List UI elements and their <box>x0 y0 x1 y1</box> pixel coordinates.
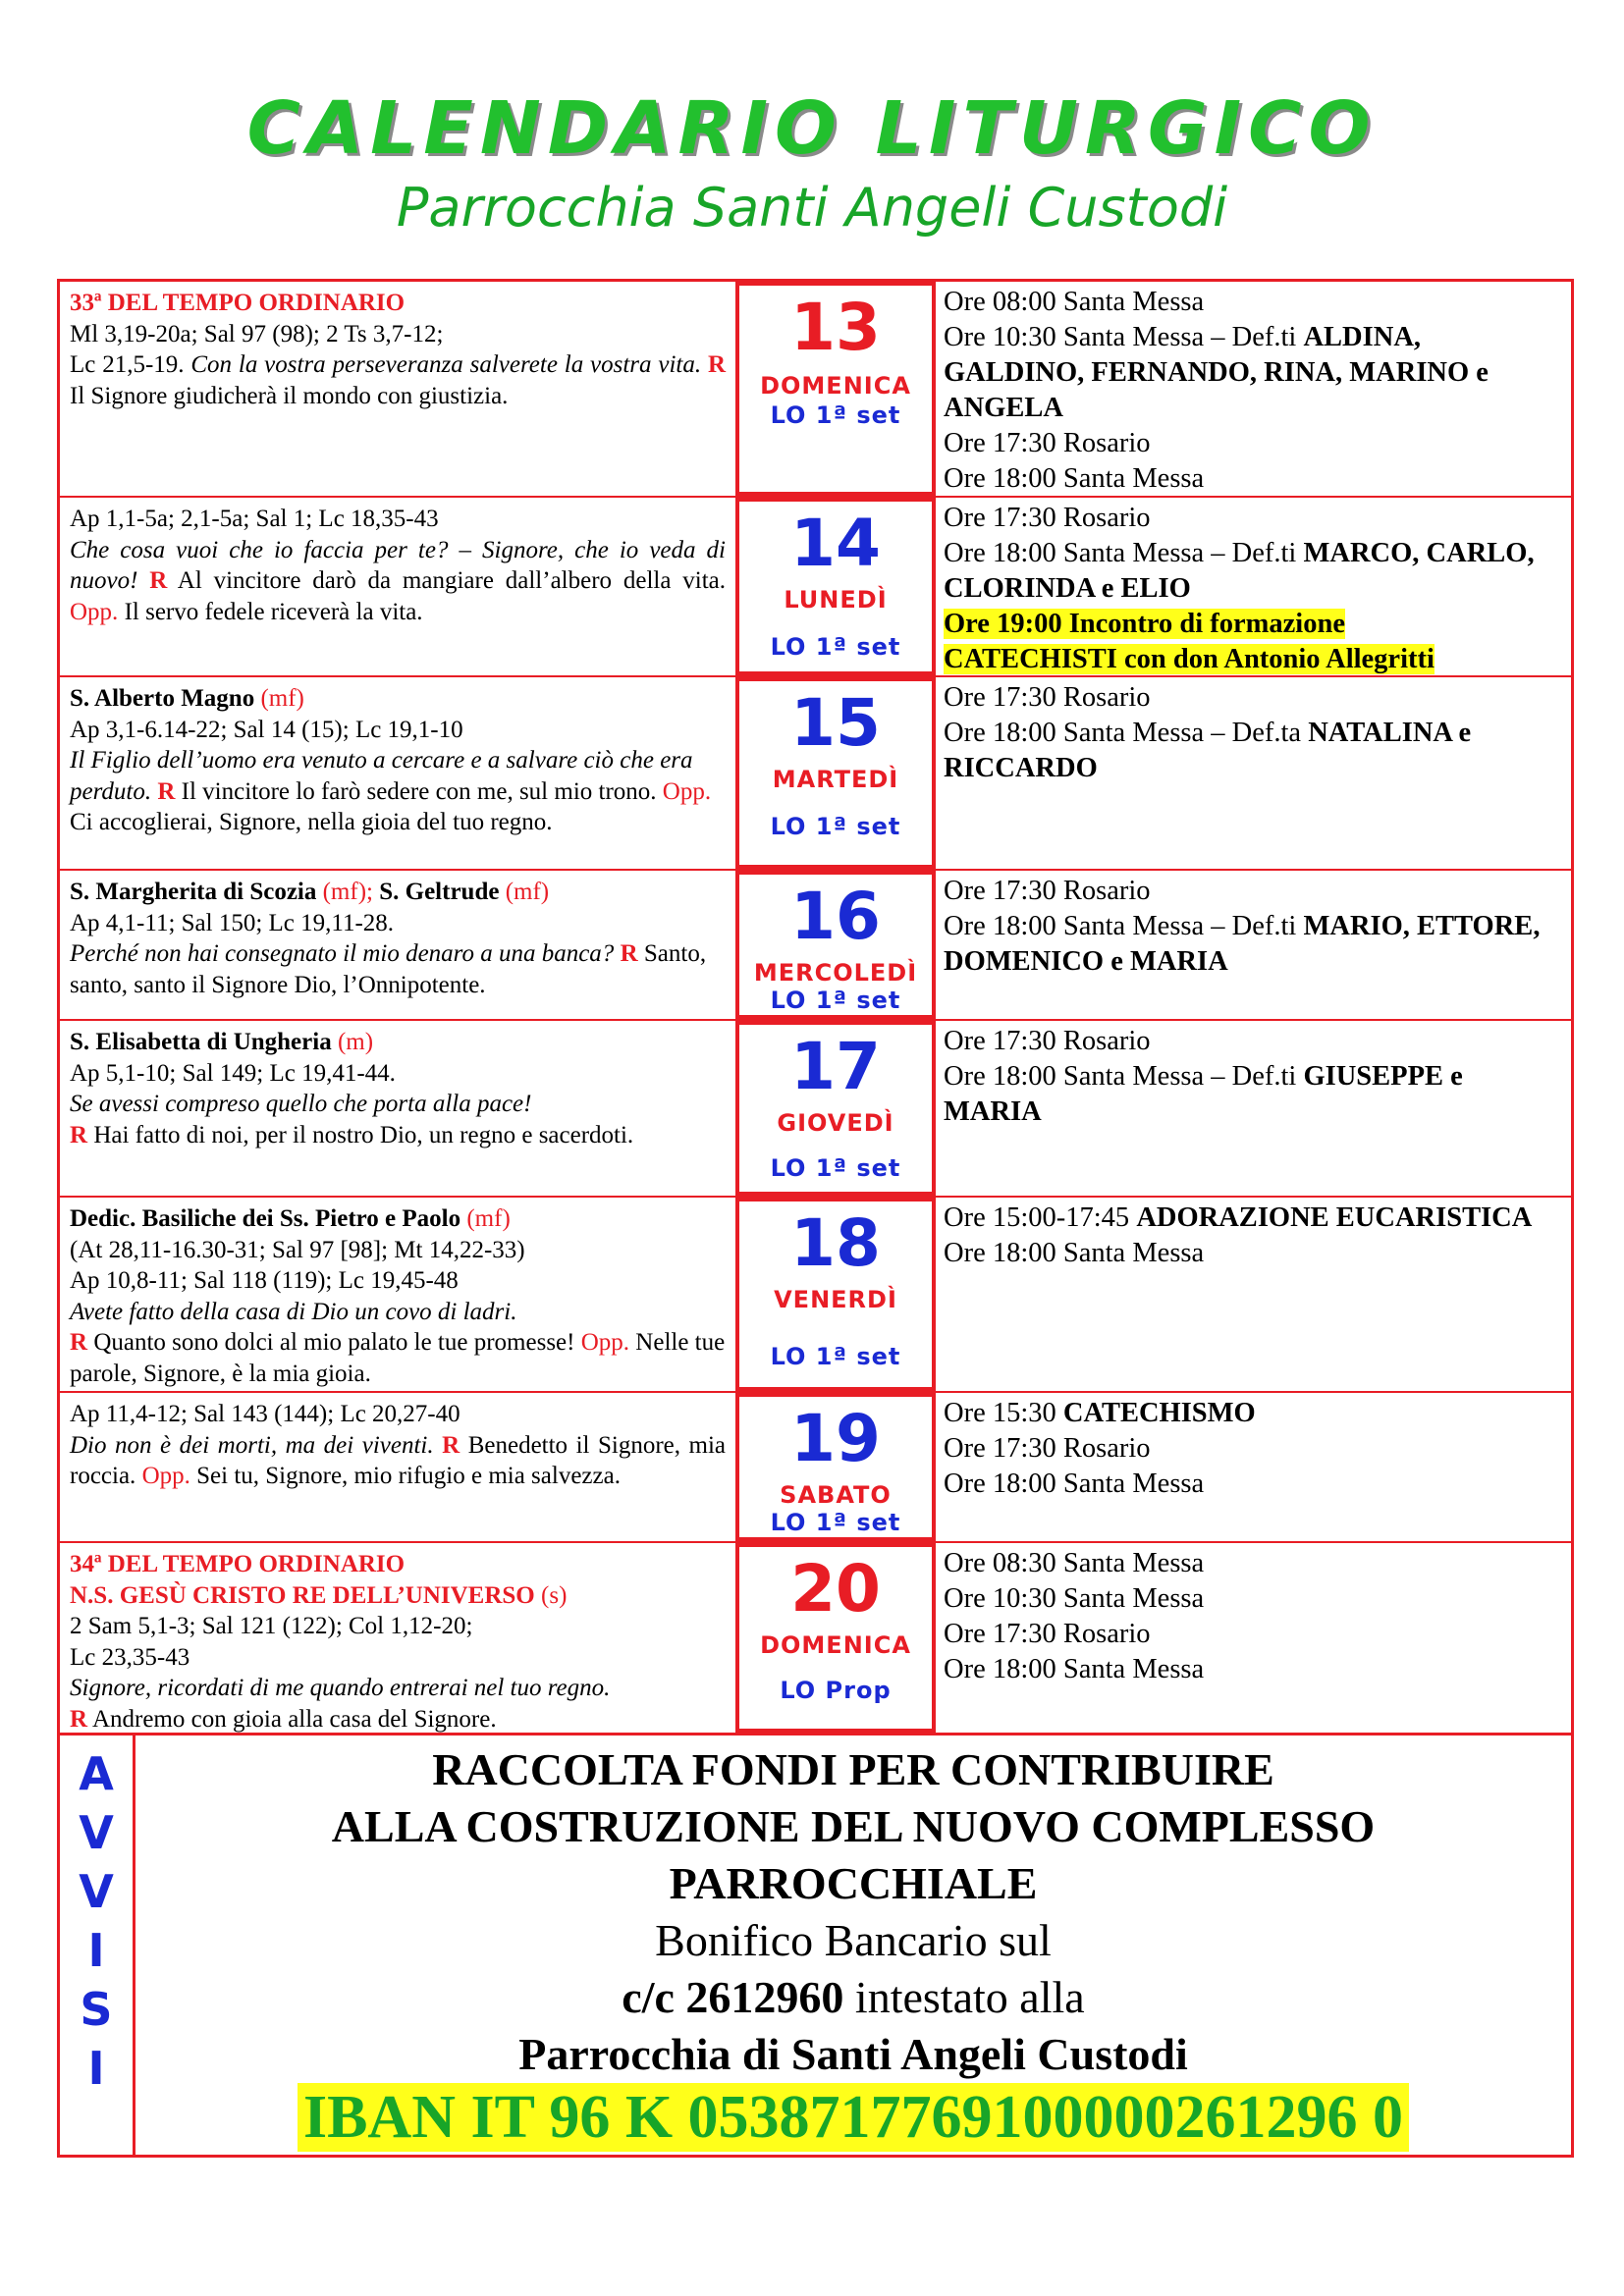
event: Ore 17:30 Rosario <box>944 1026 1151 1056</box>
liturgy-of-hours: LO 1ª set <box>770 987 901 1014</box>
day-row-13 <box>60 282 1571 496</box>
event: Ore 18:00 Santa Messa – Def.ti MARCO, CARLO, CLORINDA e ELIO <box>944 538 1535 604</box>
response-marker: R <box>149 567 168 594</box>
avvisi-letter: S <box>80 1983 113 2036</box>
liturgical-title: 33ª DEL TEMPO ORDINARIO <box>70 290 406 316</box>
events-cell <box>936 282 1571 496</box>
date-cell <box>735 282 936 496</box>
day-number: 13 <box>790 290 881 365</box>
opp-marker: Opp. <box>662 777 712 805</box>
notice-line: Parrocchia di Santi Angeli Custodi <box>518 2029 1188 2079</box>
notice-line: ALLA COSTRUZIONE DEL NUOVO COMPLESSO <box>331 1801 1376 1851</box>
response: Il Signore giudicherà il mondo con giustizia. <box>70 382 509 409</box>
event: Ore 15:00-17:45 ADORAZIONE EUCARISTICA <box>944 1202 1533 1233</box>
readings: Ap 3,1-6.14-22; Sal 14 (15); Lc 19,1-10 <box>70 716 463 743</box>
event: Ore 08:30 Santa Messa <box>944 1548 1205 1578</box>
event-highlight: CATECHISTI con don Antonio Allegritti <box>944 644 1435 674</box>
opp-response: Nelle tue parole, Signore, è la mia gioia. <box>70 1329 726 1387</box>
notice-line: Bonifico Bancario sul <box>655 1915 1052 1965</box>
event: Ore 08:00 Santa Messa <box>944 287 1205 317</box>
liturgical-calendar <box>57 279 1574 1735</box>
liturgy-cell <box>60 1021 735 1196</box>
day-row-20 <box>60 1541 1571 1733</box>
liturgy-of-hours: LO Prop <box>780 1677 892 1704</box>
events-cell <box>936 1543 1571 1733</box>
event: Ore 18:00 Santa Messa <box>944 1468 1205 1499</box>
events-cell <box>936 1021 1571 1196</box>
saint: S. Elisabetta di Ungheria (m) <box>70 1029 374 1055</box>
weekday: DOMENICA <box>760 372 911 400</box>
day-number: 20 <box>790 1551 881 1627</box>
bank-account: c/c 2612960 intestato alla <box>622 1972 1085 2022</box>
antiphon: Signore, ricordati di me quando entrerai nel tuo regno. <box>70 1675 611 1701</box>
event-highlight: Ore 19:00 Incontro di formazione <box>944 609 1345 639</box>
weekday: SABATO <box>780 1481 892 1509</box>
events-cell <box>936 1198 1571 1391</box>
event: Ore 17:30 Rosario <box>944 1433 1151 1464</box>
opp-response: Ci accoglierai, Signore, nella gioia del tuo regno. <box>70 809 553 835</box>
weekday: DOMENICA <box>760 1631 911 1659</box>
opp-response: Sei tu, Signore, mio rifugio e mia salvezza. <box>196 1463 621 1489</box>
weekday: GIOVEDÌ <box>777 1109 894 1137</box>
opp-marker: Opp. <box>70 598 119 625</box>
rank: (s) <box>541 1581 568 1609</box>
response-marker: R <box>707 351 727 378</box>
antiphon: Perché non hai consegnato il mio denaro a una banca? <box>70 940 615 967</box>
event: Ore 10:30 Santa Messa <box>944 1583 1205 1614</box>
liturgy-cell <box>60 677 735 869</box>
liturgy-of-hours: LO 1ª set <box>770 1343 901 1370</box>
readings-cont: Lc 21,5-19. <box>70 351 185 378</box>
deceased-names: MARIO, ETTORE, DOMENICO e MARIA <box>944 911 1541 977</box>
notice-line: RACCOLTA FONDI PER CONTRIBUIRE <box>432 1744 1274 1794</box>
day-row-14 <box>60 496 1571 675</box>
date-cell <box>735 1021 936 1196</box>
event: Ore 18:00 Santa Messa <box>944 463 1205 494</box>
readings-2: Lc 23,35-43 <box>70 1643 190 1671</box>
page-title: CALENDARIO LITURGICO <box>246 86 1378 171</box>
avvisi-letter: I <box>87 2042 105 2095</box>
date-cell <box>735 1543 936 1733</box>
readings-2: Ap 10,8-11; Sal 118 (119); Lc 19,45-48 <box>70 1267 459 1294</box>
avvisi-letter: V <box>79 1806 114 1859</box>
avvisi-section <box>57 1735 1574 2158</box>
readings: Ml 3,19-20a; Sal 97 (98); 2 Ts 3,7-12; <box>70 320 444 347</box>
weekday: LUNEDÌ <box>784 586 888 614</box>
liturgy-cell <box>60 1198 735 1391</box>
liturgy-cell <box>60 1393 735 1541</box>
response: Quanto sono dolci al mio palato le tue promesse! <box>93 1329 575 1356</box>
event: Ore 10:30 Santa Messa – Def.ti ALDINA, GALDINO, FERNANDO, RINA, MARINO e ANGELA <box>944 322 1489 423</box>
rank: (mf); <box>322 879 373 905</box>
rank: (mf) <box>260 685 304 712</box>
antiphon: Avete fatto della casa di Dio un covo di ladri. <box>70 1298 517 1325</box>
event: Ore 17:30 Rosario <box>944 682 1151 713</box>
weekday: MERCOLEDÌ <box>753 959 918 987</box>
event: Ore 18:00 Santa Messa <box>944 1654 1205 1684</box>
day-number: 17 <box>790 1029 881 1104</box>
event: Ore 18:00 Santa Messa – Def.ti MARIO, ETTORE, DOMENICO e MARIA <box>944 911 1541 977</box>
day-row-17 <box>60 1019 1571 1196</box>
liturgy-of-hours: LO 1ª set <box>770 813 901 840</box>
events-cell <box>936 1393 1571 1541</box>
day-number: 16 <box>790 879 881 954</box>
response: Andremo con gioia alla casa del Signore. <box>91 1705 497 1733</box>
deceased-names: NATALINA e RICCARDO <box>944 718 1472 783</box>
date-cell <box>735 871 936 1019</box>
antiphon-block <box>70 349 726 411</box>
solemnity: N.S. GESÙ CRISTO RE DELL’UNIVERSO (s) <box>70 1581 568 1609</box>
weekday: VENERDÌ <box>774 1286 897 1313</box>
response-marker: R <box>620 940 638 967</box>
event: Ore 15:30 CATECHISMO <box>944 1398 1256 1428</box>
date-cell <box>735 1393 936 1541</box>
opp-marker: Opp. <box>141 1463 190 1489</box>
day-row-15 <box>60 675 1571 869</box>
antiphon: Con la vostra perseveranza salverete la vostra vita. <box>190 351 702 378</box>
readings: Ap 11,4-12; Sal 143 (144); Lc 20,27-40 <box>70 1401 460 1427</box>
antiphon: Il Figlio dell’uomo era venuto a cercare e a salvare ciò che era perduto. <box>70 747 693 805</box>
readings: 2 Sam 5,1-3; Sal 121 (122); Col 1,12-20; <box>70 1613 473 1639</box>
antiphon: Dio non è dei morti, ma dei viventi. <box>70 1431 434 1459</box>
liturgy-cell <box>60 1543 735 1733</box>
notice-line: PARROCCHIALE <box>669 1858 1038 1908</box>
saint: Dedic. Basiliche dei Ss. Pietro e Paolo (mf) <box>70 1205 511 1232</box>
day-row-16 <box>60 869 1571 1019</box>
readings: Ap 5,1-10; Sal 149; Lc 19,41-44. <box>70 1059 396 1087</box>
opp-marker: Opp. <box>580 1329 630 1356</box>
saint: S. Margherita di Scozia (mf); S. Geltrude (mf) <box>70 879 550 905</box>
liturgy-cell <box>60 498 735 675</box>
deceased-names: ALDINA, GALDINO, FERNANDO, RINA, MARINO e ANGELA <box>944 322 1489 423</box>
events-cell <box>936 677 1571 869</box>
readings: (At 28,11-16.30-31; Sal 97 [98]; Mt 14,22-33) <box>70 1236 525 1263</box>
day-number: 14 <box>790 506 881 581</box>
page-subtitle: Parrocchia Santi Angeli Custodi <box>396 177 1228 239</box>
liturgy-cell <box>60 871 735 1019</box>
avvisi-letter: A <box>79 1747 114 1800</box>
event: Ore 17:30 Rosario <box>944 1619 1151 1649</box>
rank: (m) <box>337 1029 374 1055</box>
liturgy-of-hours: LO 1ª set <box>770 401 901 429</box>
avvisi-letter: I <box>87 1924 105 1977</box>
response-marker: R <box>70 1705 88 1733</box>
rank-2: (mf) <box>505 879 550 905</box>
readings: Ap 4,1-11; Sal 150; Lc 19,11-28. <box>70 909 395 936</box>
saint: S. Alberto Magno (mf) <box>70 685 304 712</box>
catechism: CATECHISMO <box>1062 1398 1256 1428</box>
day-row-18 <box>60 1196 1571 1391</box>
response: Al vincitore darò da mangiare dall’albero della vita. <box>177 567 727 594</box>
event: Ore 18:00 Santa Messa – Def.ta NATALINA e RICCARDO <box>944 718 1472 783</box>
deceased-names: MARCO, CARLO, CLORINDA e ELIO <box>944 538 1535 604</box>
event: Ore 18:00 Santa Messa <box>944 1238 1205 1268</box>
liturgy-of-hours: LO 1ª set <box>770 633 901 661</box>
weekday: MARTEDÌ <box>772 766 899 793</box>
fundraising-notice <box>135 1741 1571 2152</box>
response-marker: R <box>157 777 176 805</box>
liturgy-cell <box>60 282 735 496</box>
event: Ore 17:30 Rosario <box>944 503 1151 533</box>
saint-2: S. Geltrude <box>379 879 500 905</box>
avvisi-vertical-label <box>60 1735 135 2155</box>
event: Ore 17:30 Rosario <box>944 876 1151 906</box>
liturgy-of-hours: LO 1ª set <box>770 1154 901 1182</box>
date-cell <box>735 498 936 675</box>
events-cell <box>936 871 1571 1019</box>
antiphon: Che cosa vuoi che io faccia per te? – Signore, che io veda di nuovo! <box>70 536 726 594</box>
response-marker: R <box>70 1121 88 1148</box>
avvisi-letter: V <box>79 1865 114 1918</box>
event: Ore 18:00 Santa Messa – Def.ti GIUSEPPE e MARIA <box>944 1061 1463 1127</box>
liturgy-of-hours: LO 1ª set <box>770 1509 901 1536</box>
day-number: 18 <box>790 1205 881 1281</box>
response-marker: R <box>442 1431 460 1459</box>
date-cell <box>735 1198 936 1391</box>
readings: Ap 1,1-5a; 2,1-5a; Sal 1; Lc 18,35-43 <box>70 506 439 532</box>
events-cell <box>936 498 1571 675</box>
day-row-19 <box>60 1391 1571 1541</box>
antiphon: Se avessi compreso quello che porta alla pace! <box>70 1091 532 1117</box>
day-number: 15 <box>790 685 881 761</box>
liturgical-title: 34ª DEL TEMPO ORDINARIO <box>70 1551 406 1577</box>
opp-response: Il servo fedele riceverà la vita. <box>124 598 423 625</box>
adoration: ADORAZIONE EUCARISTICA <box>1136 1202 1533 1233</box>
response-marker: R <box>70 1329 88 1356</box>
response: Hai fatto di noi, per il nostro Dio, un regno e sacerdoti. <box>93 1121 634 1148</box>
response: Benedetto il Signore, mia roccia. <box>70 1431 726 1489</box>
response: Il vincitore lo farò sedere con me, sul mio trono. <box>181 777 657 805</box>
event: Ore 17:30 Rosario <box>944 428 1151 458</box>
date-cell <box>735 677 936 869</box>
rank: (mf) <box>466 1205 511 1232</box>
day-number: 19 <box>790 1401 881 1476</box>
iban-code: IBAN IT 96 K 0538717769100000261296 0 <box>298 2083 1409 2152</box>
deceased-names: GIUSEPPE e MARIA <box>944 1061 1463 1127</box>
response: Santo, santo, santo il Signore Dio, l’Onnipotente. <box>70 940 707 998</box>
